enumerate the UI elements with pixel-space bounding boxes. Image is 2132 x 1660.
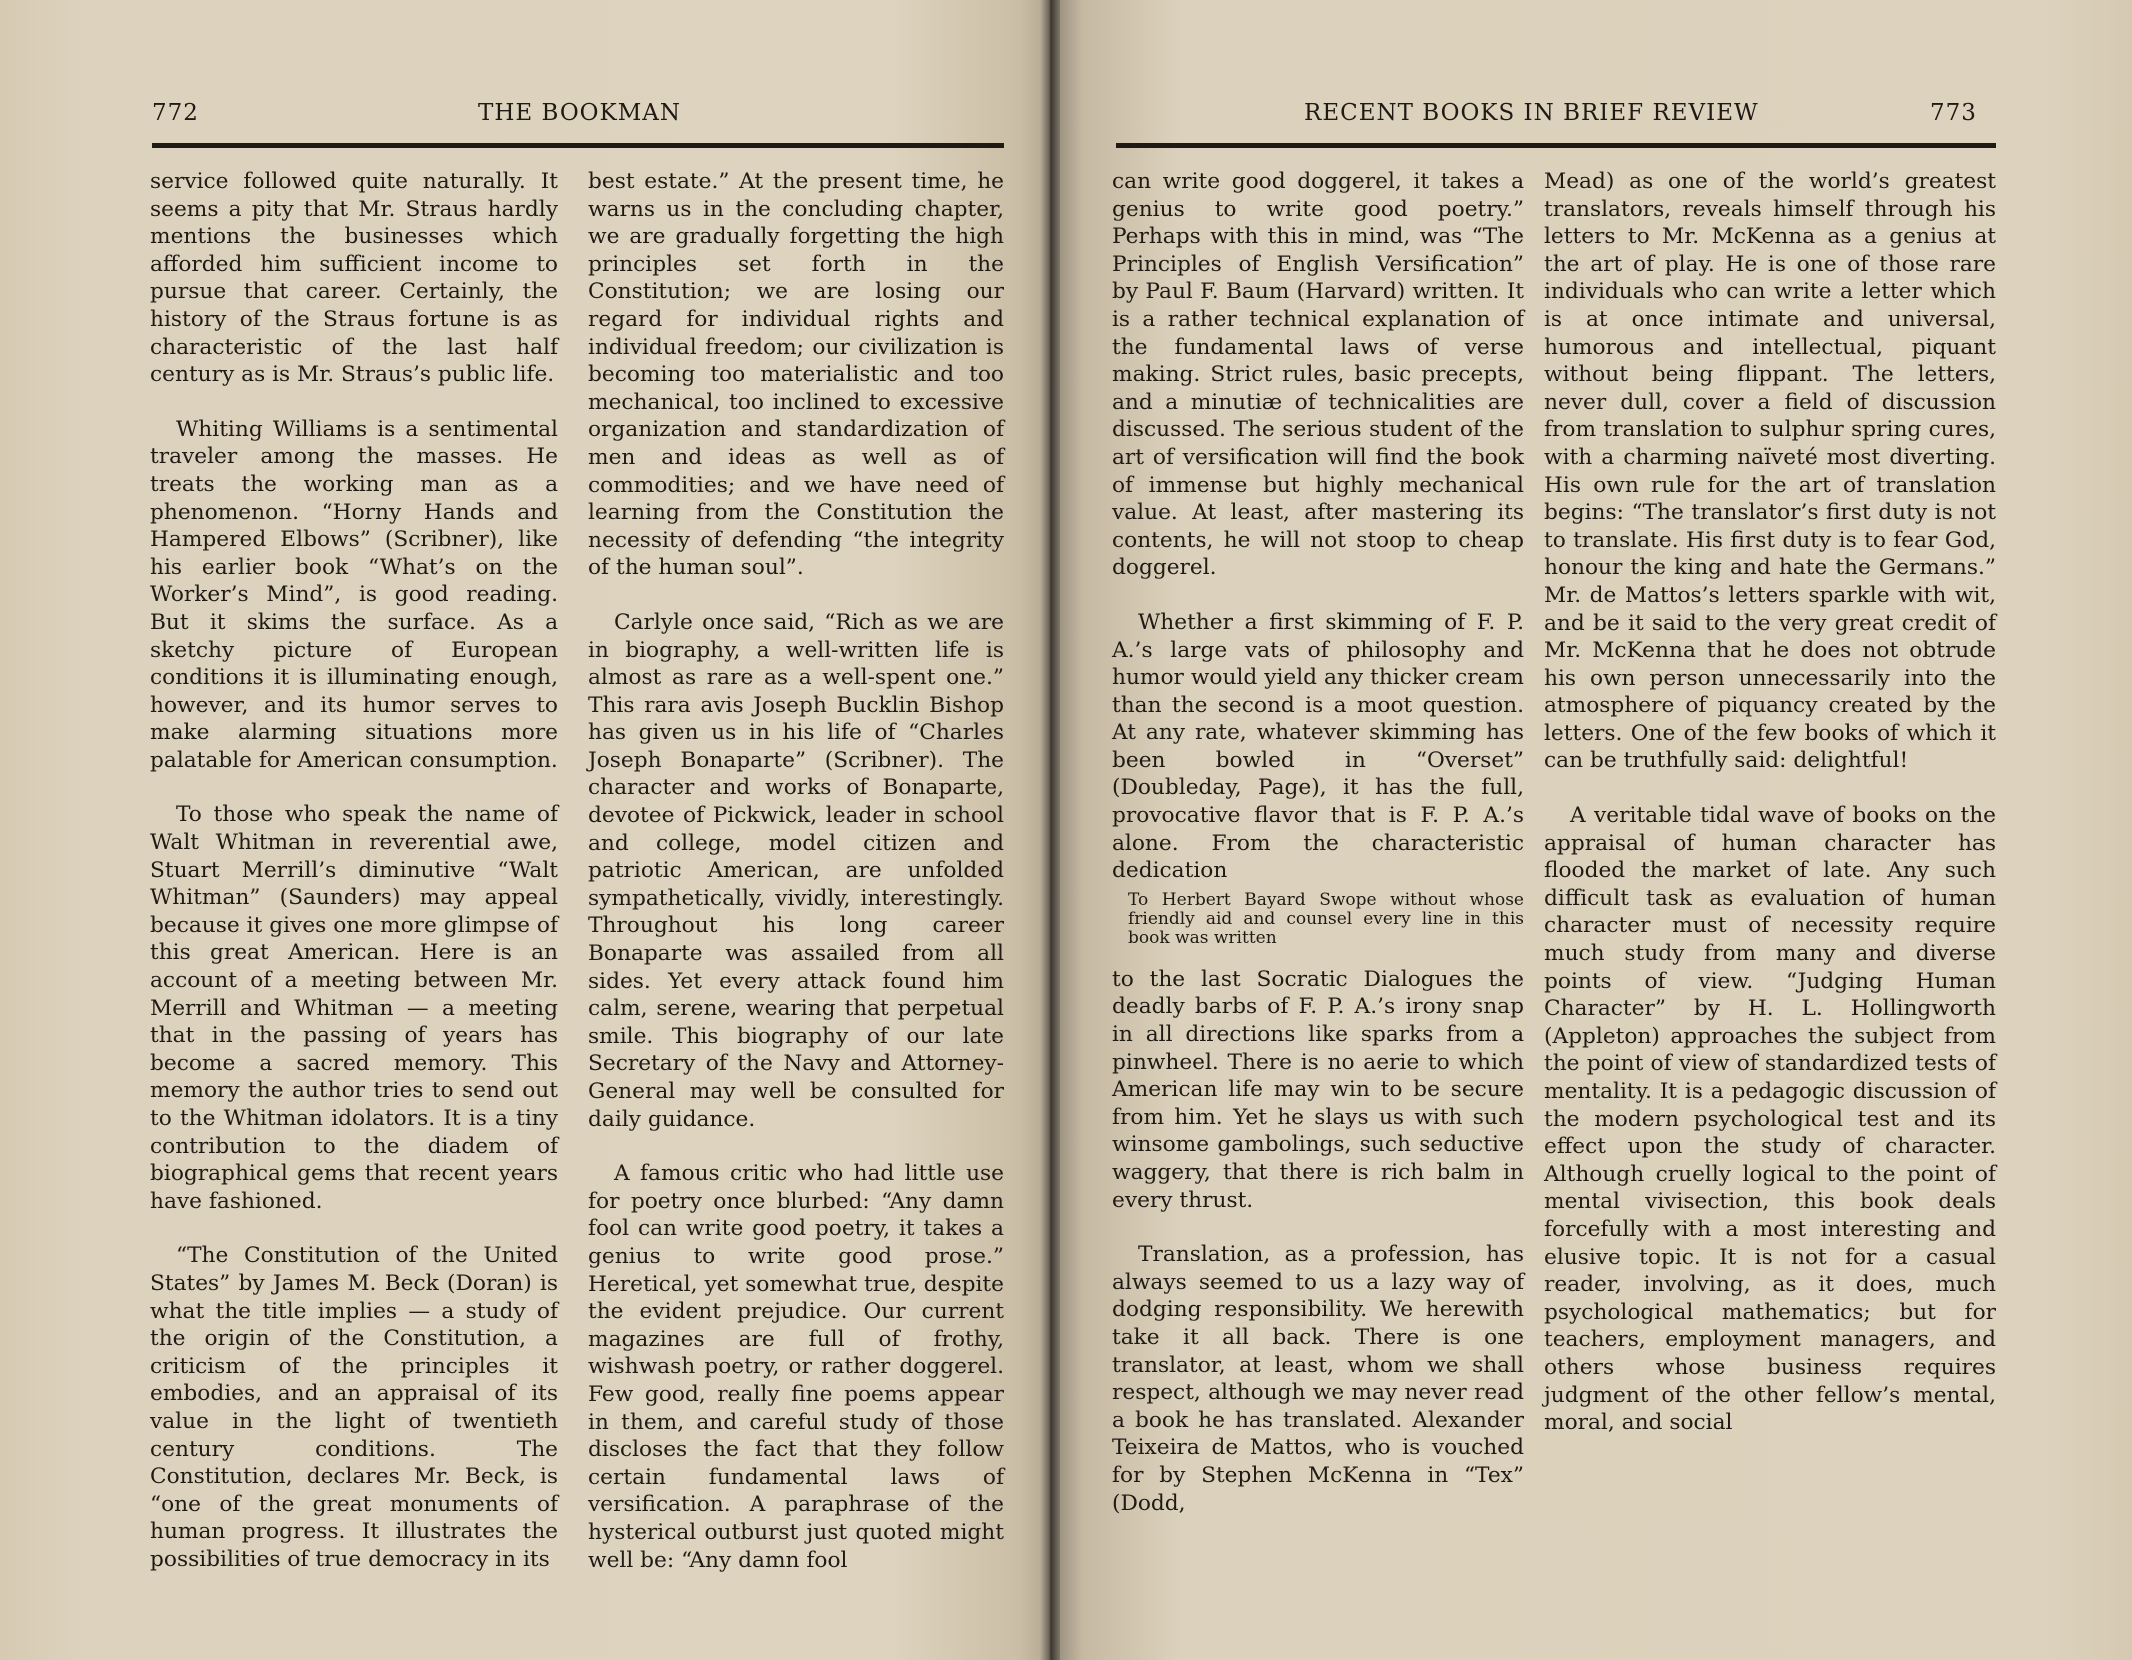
paragraph: best estate.” At the present time, he warns us in the concluding chapter, we are gradually forgetting the high principles set forth in the Constitution; we are losing our regard for individual rights and individual freedom; our civilization is becoming too materialistic and too mechanical, too inclined to excessive organization and standardization of men and ideas as well as of commodities; and we have need of learning from the Constitution the necessity of defending “the integrity of the human soul”.: [588, 169, 1004, 581]
paragraph: to the last Socratic Dialogues the deadly barbs of F. P. A.’s irony snap in all directions like sparks from a pinwheel. There is no aerie to which American life may win to be secure from him. Yet he slays us with such winsome gambolings, such seductive waggery, that there is rich balm in every thrust.: [1112, 966, 1524, 1213]
running-head-left: THE BOOKMAN: [478, 100, 682, 126]
book-gutter: [1040, 0, 1060, 1660]
paragraph: A veritable tidal wave of books on the appraisal of human character has flooded the market of late. Any such difficult task as evaluation of human character must of necessity require much study from many and diverse points of view. “Judging Human Character” by H. L. Hollingworth (Appleton) approaches the subject from the point of view of standardized tests of mentality. It is a pedagogic discussion of the modern psychological test and its effect upon the study of character. Although cruelly logical to the point of mental vivisection, this book deals forcefully with a most interesting and elusive topic. It is not for a casual reader, involving, as it does, much psychological mathematics; but for teachers, employment managers, and others whose business requires judgment of the other fellow’s mental, moral, and social: [1544, 803, 1996, 1436]
paragraph: service followed quite naturally. It seems a pity that Mr. Straus hardly mentions the businesses which afforded him sufficient income to pursue that career. Certainly, the history of the Straus fortune is as characteristic of the last half century as is Mr. Straus’s public life.: [150, 169, 558, 388]
left-page: [0, 0, 1050, 1660]
left-header: [0, 100, 1050, 140]
paragraph: Carlyle once said, “Rich as we are in biography, a well-written life is almost as rare as a well-spent one.” This rara avis Joseph Bucklin Bishop has given us in his life of “Charles Joseph Bonaparte” (Scribner). The character and works of Bonaparte, devotee of Pickwick, leader in school and college, model citizen and patriotic American, are unfolded sympathetically, vividly, interestingly. Throughout his long career Bonaparte was assailed from all sides. Yet every attack found him calm, serene, wearing that perpetual smile. This biography of our late Secretary of the Navy and Attorney-General may well be consulted for daily guidance.: [588, 609, 1004, 1132]
paragraph: Whiting Williams is a sentimental traveler among the masses. He treats the working man as a phenomenon. “Horny Hands and Hampered Elbows” (Scribner), like his earlier book “What’s on the Worker’s Mind”, is good reading. But it skims the surface. As a sketchy picture of European conditions it is illuminating enough, however, and its humor serves to make alarming situations more palatable for American consumption.: [150, 416, 558, 773]
dedication-quote: To Herbert Bayard Swope without whose friendly aid and counsel every line in this book was written: [1128, 889, 1524, 948]
right-header: [1050, 100, 2132, 140]
paragraph: Whether a first skimming of F. P. A.’s large vats of philosophy and humor would yield any thicker cream than the second is a moot question. At any rate, whatever skimming has been bowled in “Overset” (Doubleday, Page), it has the full, provocative flavor that is F. P. A.’s alone. From the characteristic dedication: [1112, 609, 1524, 884]
right-column-2: [1544, 168, 1996, 1464]
paragraph: To those who speak the name of Walt Whitman in reverential awe, Stuart Merrill’s diminutive “Walt Whitman” (Saunders) may appeal because it gives one more glimpse of this great American. Here is an account of a meeting between Mr. Merrill and Whitman — a meeting that in the passing of years has become a sacred memory. This memory the author tries to send out to the Whitman idolators. It is a tiny contribution to the diadem of biographical gems that recent years have fashioned.: [150, 802, 558, 1214]
paragraph: Translation, as a profession, has always seemed to us a lazy way of dodging responsibility. We herewith take it all back. There is one translator, at least, whom we shall respect, although we may never read a book he has translated. Alexander Teixeira de Mattos, who is vouched for by Stephen McKenna in “Tex” (Dodd,: [1112, 1242, 1524, 1516]
paragraph: “The Constitution of the United States” by James M. Beck (Doran) is what the title implies — a study of the origin of the Constitution, a criticism of the principles it embodies, and an appraisal of its value in the light of twentieth century conditions. The Constitution, declares Mr. Beck, is “one of the great monuments of human progress. It illustrates the possibilities of true democracy in its: [150, 1243, 558, 1572]
right-column-1: [1112, 168, 1524, 1544]
paragraph: can write good doggerel, it takes a genius to write good poetry.” Perhaps with this in mind, was “The Principles of English Versification” by Paul F. Baum (Harvard) written. It is a rather technical explanation of the fundamental laws of verse making. Strict rules, basic precepts, and a minutiæ of technicalities are discussed. The serious student of the art of versification will find the book of immense but highly mechanical value. At least, after mastering its contents, he will not stoop to cheap doggerel.: [1112, 169, 1524, 581]
left-column-2: [588, 168, 1004, 1601]
left-column-1: [150, 168, 558, 1601]
page-number-right: 773: [1930, 100, 1977, 126]
paragraph: A famous critic who had little use for poetry once blurbed: “Any damn fool can write good poetry, it takes a genius to write good prose.” Heretical, yet somewhat true, despite the evident prejudice. Our current magazines are full of frothy, wishwash poetry, or rather doggerel. Few good, really fine poems appear in them, and careful study of those discloses the fact that they follow certain fundamental laws of versification. A paraphrase of the hysterical outburst just quoted might well be: “Any damn fool: [588, 1161, 1004, 1573]
running-head-right: RECENT BOOKS IN BRIEF REVIEW: [1304, 100, 1759, 126]
right-page: [1050, 0, 2132, 1660]
paragraph: Mead) as one of the world’s greatest translators, reveals himself through his letters to Mr. McKenna as a genius at the art of play. He is one of those rare individuals who can write a letter which is at once intimate and universal, humorous and intellectual, piquant without being flippant. The letters, never dull, cover a field of discussion from translation to sulphur spring cures, with a charming naïveté most diverting. His own rule for the art of translation begins: “The translator’s first duty is not to translate. His first duty is to fear God, honour the king and hate the Germans.” Mr. de Mattos’s letters sparkle with wit, and be it said to the very great credit of Mr. McKenna that he does not obtrude his own person unnecessarily into the atmosphere of piquancy created by the letters. One of the few books of which it can be truthfully said: delightful!: [1544, 169, 1996, 774]
header-rule-right: [1116, 143, 1996, 148]
header-rule-left: [152, 143, 1004, 148]
page-number-left: 772: [152, 100, 199, 126]
